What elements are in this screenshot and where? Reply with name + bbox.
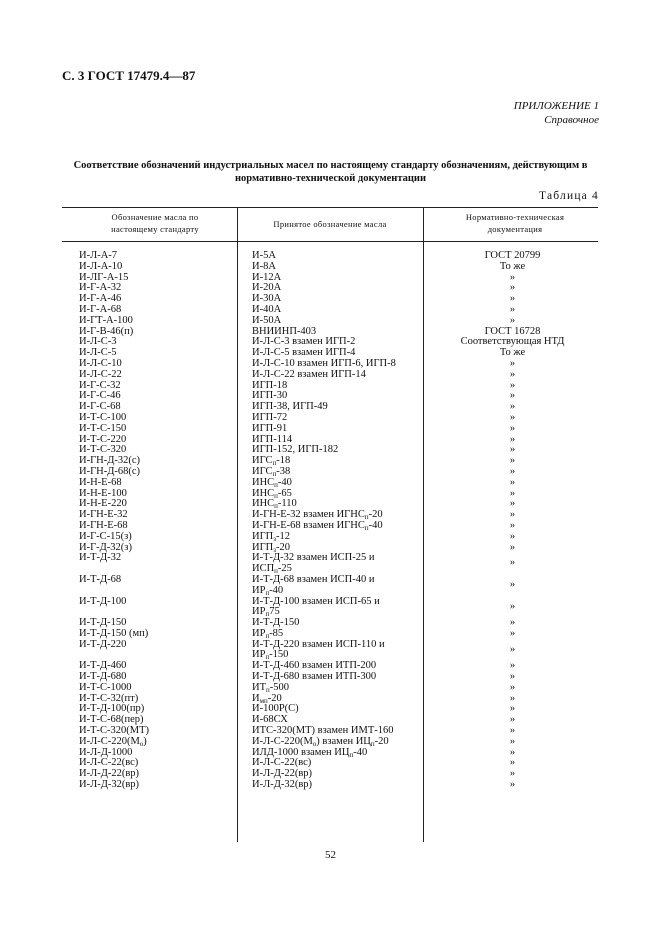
cell-accepted-designation: И-68СХ: [252, 714, 288, 726]
cell-standard-designation: И-Л-С-22(вс): [79, 757, 139, 769]
cell-standard-designation: И-Т-Д-68: [79, 573, 122, 585]
cell-accepted-designation: И-100Р(С): [252, 703, 299, 715]
cell-accepted-designation: И-Л-С-3 взамен ИГП-2: [252, 336, 356, 348]
header-divider-1: [237, 207, 238, 241]
appendix-subtitle: Справочное: [544, 114, 599, 126]
cell-accepted-designation: И-8А: [252, 260, 276, 272]
cell-normative-doc: ГОСТ 16728: [484, 325, 541, 337]
cell-normative-doc: »: [509, 465, 516, 477]
cell-standard-designation: И-Л-С-3: [79, 336, 117, 348]
cell-accepted-designation: И-Т-Д-460 взамен ИТП-200: [252, 660, 377, 672]
cell-standard-designation: И-Т-С-100: [79, 411, 127, 423]
cell-normative-doc: »: [509, 600, 516, 612]
cell-accepted-designation: И-Т-Д-220 взамен ИСП-110 и $ИР_п-150$: [252, 638, 385, 662]
cell-accepted-designation: И-30А: [252, 293, 282, 305]
table-row: [0, 640, 661, 662]
cell-normative-doc: »: [509, 617, 516, 629]
table-number: Таблица 4: [539, 190, 599, 202]
cell-normative-doc: »: [509, 519, 516, 531]
cell-standard-designation: И-Г-Д-32(з): [79, 541, 132, 553]
cell-accepted-designation: И-Т-Д-32 взамен ИСП-25 и $ИСП_п-25$: [252, 552, 375, 576]
cell-accepted-designation: И-20А: [252, 282, 282, 294]
cell-standard-designation: И-Г-С-46: [79, 390, 121, 402]
cell-normative-doc: »: [509, 476, 516, 488]
cell-normative-doc: »: [509, 368, 516, 380]
cell-standard-designation: И-ГН-Д-32(с): [79, 455, 141, 467]
cell-standard-designation: И-Т-Д-680: [79, 671, 127, 683]
cell-normative-doc: »: [509, 411, 516, 423]
cell-standard-designation: И-Г-В-46(п): [79, 325, 134, 337]
cell-accepted-designation: $ИГС_п-38$: [252, 465, 291, 478]
cell-accepted-designation: $ИНС_п-40$: [252, 476, 292, 489]
cell-accepted-designation: И-ГН-Е-68 взамен $ИГНС_п-40$: [252, 519, 383, 532]
cell-standard-designation: И-Г-С-15(з): [79, 530, 132, 542]
cell-standard-designation: И-Г-А-68: [79, 303, 122, 315]
cell-standard-designation: $И-Л-С-220(М_о)$: [79, 735, 147, 748]
table-row: [0, 553, 661, 575]
cell-normative-doc: »: [509, 578, 516, 590]
cell-standard-designation: И-Т-С-150: [79, 422, 127, 434]
page-header: С. 3 ГОСТ 17479.4—87: [62, 68, 196, 83]
cell-accepted-designation: И-ГН-Е-32 взамен $ИГНС_п-20$: [252, 509, 383, 522]
cell-normative-doc: »: [509, 455, 516, 467]
cell-accepted-designation: И-Т-Д-68 взамен ИСП-40 и $ИР_п-40$: [252, 573, 375, 597]
cell-accepted-designation: $ИТ_п-500$: [252, 681, 289, 694]
cell-standard-designation: И-Т-С-320: [79, 444, 127, 456]
cell-accepted-designation: $ИГП_з-20$: [252, 541, 291, 554]
cell-normative-doc: »: [509, 541, 516, 553]
table-row: [0, 262, 661, 273]
cell-standard-designation: И-Н-Е-100: [79, 487, 127, 499]
cell-normative-doc: »: [509, 735, 516, 747]
table-row: [0, 424, 661, 435]
cell-accepted-designation: И-Л-Д-32(вр): [252, 779, 313, 791]
table-title: Соответствие обозначений индустриальных масел по настоящему стандарту обозначениям, действующим в нормативно-технической документации: [73, 160, 588, 184]
cell-accepted-designation: И-Л-Д-22(вр): [252, 768, 313, 780]
cell-accepted-designation: $ИГП_з-12$: [252, 530, 291, 543]
cell-normative-doc: »: [509, 293, 516, 305]
cell-accepted-designation: ИЛД-1000 взамен $ИЦ_п-40$: [252, 746, 368, 759]
cell-normative-doc: »: [509, 692, 516, 704]
cell-standard-designation: И-Т-Д-150 (мп): [79, 627, 149, 639]
cell-accepted-designation: И-Т-Д-100 взамен ИСП-65 и $ИР_п75$: [252, 595, 380, 619]
cell-accepted-designation: И-Л-С-5 взамен ИГП-4: [252, 347, 356, 359]
cell-normative-doc: »: [509, 509, 516, 521]
cell-accepted-designation: ИГП-30: [252, 390, 288, 402]
cell-accepted-designation: И-40А: [252, 303, 282, 315]
cell-normative-doc: »: [509, 282, 516, 294]
table-row: [0, 575, 661, 597]
cell-standard-designation: И-Т-Д-220: [79, 638, 127, 650]
cell-accepted-designation: $ИГС_п-18$: [252, 455, 291, 468]
cell-standard-designation: И-Л-Д-32(вр): [79, 779, 140, 791]
cell-normative-doc: То же: [499, 260, 526, 272]
cell-accepted-designation: И-Л-С-22 взамен ИГП-14: [252, 368, 366, 380]
table-body: [0, 251, 661, 791]
cell-standard-designation: И-Т-Д-100: [79, 595, 127, 607]
cell-accepted-designation: И-Т-Д-150: [252, 617, 300, 629]
cell-normative-doc: »: [509, 444, 516, 456]
cell-standard-designation: И-Т-Д-460: [79, 660, 127, 672]
cell-normative-doc: »: [509, 422, 516, 434]
cell-normative-doc: »: [509, 703, 516, 715]
cell-accepted-designation: ИГП-114: [252, 433, 293, 445]
cell-normative-doc: »: [509, 303, 516, 315]
cell-standard-designation: И-Н-Е-220: [79, 498, 127, 510]
table-top-rule: [62, 207, 598, 208]
cell-normative-doc: »: [509, 671, 516, 683]
table-row: [0, 370, 661, 381]
cell-accepted-designation: И-50А: [252, 314, 282, 326]
header-designation-standard: Обозначение масла по настоящему стандарту: [111, 212, 199, 234]
cell-accepted-designation: ИГП-72: [252, 411, 288, 423]
cell-normative-doc: »: [509, 487, 516, 499]
cell-standard-designation: И-Т-Д-32: [79, 552, 122, 564]
cell-standard-designation: И-Т-С-1000: [79, 681, 132, 693]
cell-standard-designation: И-Т-С-68(пер): [79, 714, 144, 726]
header-divider-2: [423, 207, 424, 241]
cell-accepted-designation: ИГП-152, ИГП-182: [252, 444, 339, 456]
table-row: [0, 478, 661, 489]
cell-standard-designation: И-Г-А-32: [79, 282, 122, 294]
cell-normative-doc: »: [509, 379, 516, 391]
cell-standard-designation: И-Т-С-32(пт): [79, 692, 139, 704]
cell-normative-doc: »: [509, 390, 516, 402]
cell-accepted-designation: $И_{мп}-20$: [252, 692, 282, 705]
cell-standard-designation: И-ЛГ-А-15: [79, 271, 129, 283]
cell-standard-designation: И-Л-А-7: [79, 250, 118, 261]
header-normative-doc: Нормативно-техническая документация: [465, 212, 565, 234]
cell-accepted-designation: $ИР_п-85$: [252, 627, 284, 640]
cell-normative-doc: »: [509, 314, 516, 326]
cell-accepted-designation: И-Т-Д-680 взамен ИТП-300: [252, 671, 377, 683]
cell-accepted-designation: И-12А: [252, 271, 282, 283]
cell-accepted-designation: И-5А: [252, 250, 276, 261]
cell-accepted-designation: $И-Л-С-220(М_о)$ взамен $ИЦ_п-20$: [252, 735, 389, 748]
cell-standard-designation: И-Н-Е-68: [79, 476, 122, 488]
cell-accepted-designation: $ИНС_п-110$: [252, 498, 297, 511]
cell-standard-designation: И-Л-А-10: [79, 260, 123, 272]
cell-accepted-designation: ИГП-91: [252, 422, 288, 434]
table-row: [0, 316, 661, 327]
cell-normative-doc: »: [509, 498, 516, 510]
cell-normative-doc: »: [509, 714, 516, 726]
table-row: [0, 532, 661, 543]
cell-normative-doc: То же: [499, 347, 526, 359]
cell-normative-doc: »: [509, 271, 516, 283]
cell-normative-doc: »: [509, 660, 516, 672]
table-row: [0, 597, 661, 619]
cell-standard-designation: И-Л-С-5: [79, 347, 117, 359]
cell-standard-designation: И-Т-Д-100(пр): [79, 703, 145, 715]
cell-normative-doc: »: [509, 746, 516, 758]
cell-normative-doc: »: [509, 530, 516, 542]
cell-normative-doc: »: [509, 433, 516, 445]
cell-standard-designation: И-Т-С-320(МТ): [79, 725, 149, 737]
cell-accepted-designation: $ИНС_п-65$: [252, 487, 292, 500]
cell-normative-doc: »: [509, 401, 516, 413]
header-accepted-designation: Принятое обозначение масла: [273, 219, 387, 229]
cell-normative-doc: »: [509, 725, 516, 737]
cell-standard-designation: И-Л-С-22: [79, 368, 122, 380]
table-header-rule: [62, 241, 598, 242]
cell-accepted-designation: ВНИИНП-403: [252, 325, 317, 337]
appendix-title: ПРИЛОЖЕНИЕ 1: [513, 100, 599, 112]
cell-normative-doc: ГОСТ 20799: [484, 250, 541, 261]
cell-standard-designation: И-ГН-Д-68(с): [79, 465, 141, 477]
cell-standard-designation: И-ГТ-А-100: [79, 314, 133, 326]
table-row: [0, 780, 661, 791]
cell-standard-designation: И-Т-С-220: [79, 433, 127, 445]
cell-accepted-designation: И-Л-С-22(вс): [252, 757, 312, 769]
cell-normative-doc: »: [509, 627, 516, 639]
cell-standard-designation: И-Л-Д-22(вр): [79, 768, 140, 780]
cell-normative-doc: »: [509, 779, 516, 791]
cell-normative-doc: »: [509, 357, 516, 369]
cell-normative-doc: »: [509, 768, 516, 780]
cell-normative-doc: »: [509, 557, 516, 569]
cell-accepted-designation: ИГП-38, ИГП-49: [252, 401, 328, 413]
cell-standard-designation: И-Л-Д-1000: [79, 746, 133, 758]
cell-normative-doc: Соответствующая НТД: [460, 336, 565, 348]
cell-normative-doc: »: [509, 757, 516, 769]
cell-accepted-designation: ИГП-18: [252, 379, 288, 391]
cell-standard-designation: И-Т-Д-150: [79, 617, 127, 629]
cell-standard-designation: И-ГН-Е-32: [79, 509, 128, 521]
cell-standard-designation: И-ГН-Е-68: [79, 519, 128, 531]
page-number: 52: [325, 849, 336, 861]
cell-standard-designation: И-Г-А-46: [79, 293, 122, 305]
cell-accepted-designation: И-Л-С-10 взамен ИГП-6, ИГП-8: [252, 357, 396, 369]
cell-standard-designation: И-Г-С-68: [79, 401, 121, 413]
cell-normative-doc: »: [509, 643, 516, 655]
cell-standard-designation: И-Г-С-32: [79, 379, 121, 391]
appendix-label: [514, 99, 599, 127]
cell-normative-doc: »: [509, 681, 516, 693]
cell-accepted-designation: ИТС-320(МТ) взамен ИМТ-160: [252, 725, 394, 737]
cell-standard-designation: И-Л-С-10: [79, 357, 122, 369]
